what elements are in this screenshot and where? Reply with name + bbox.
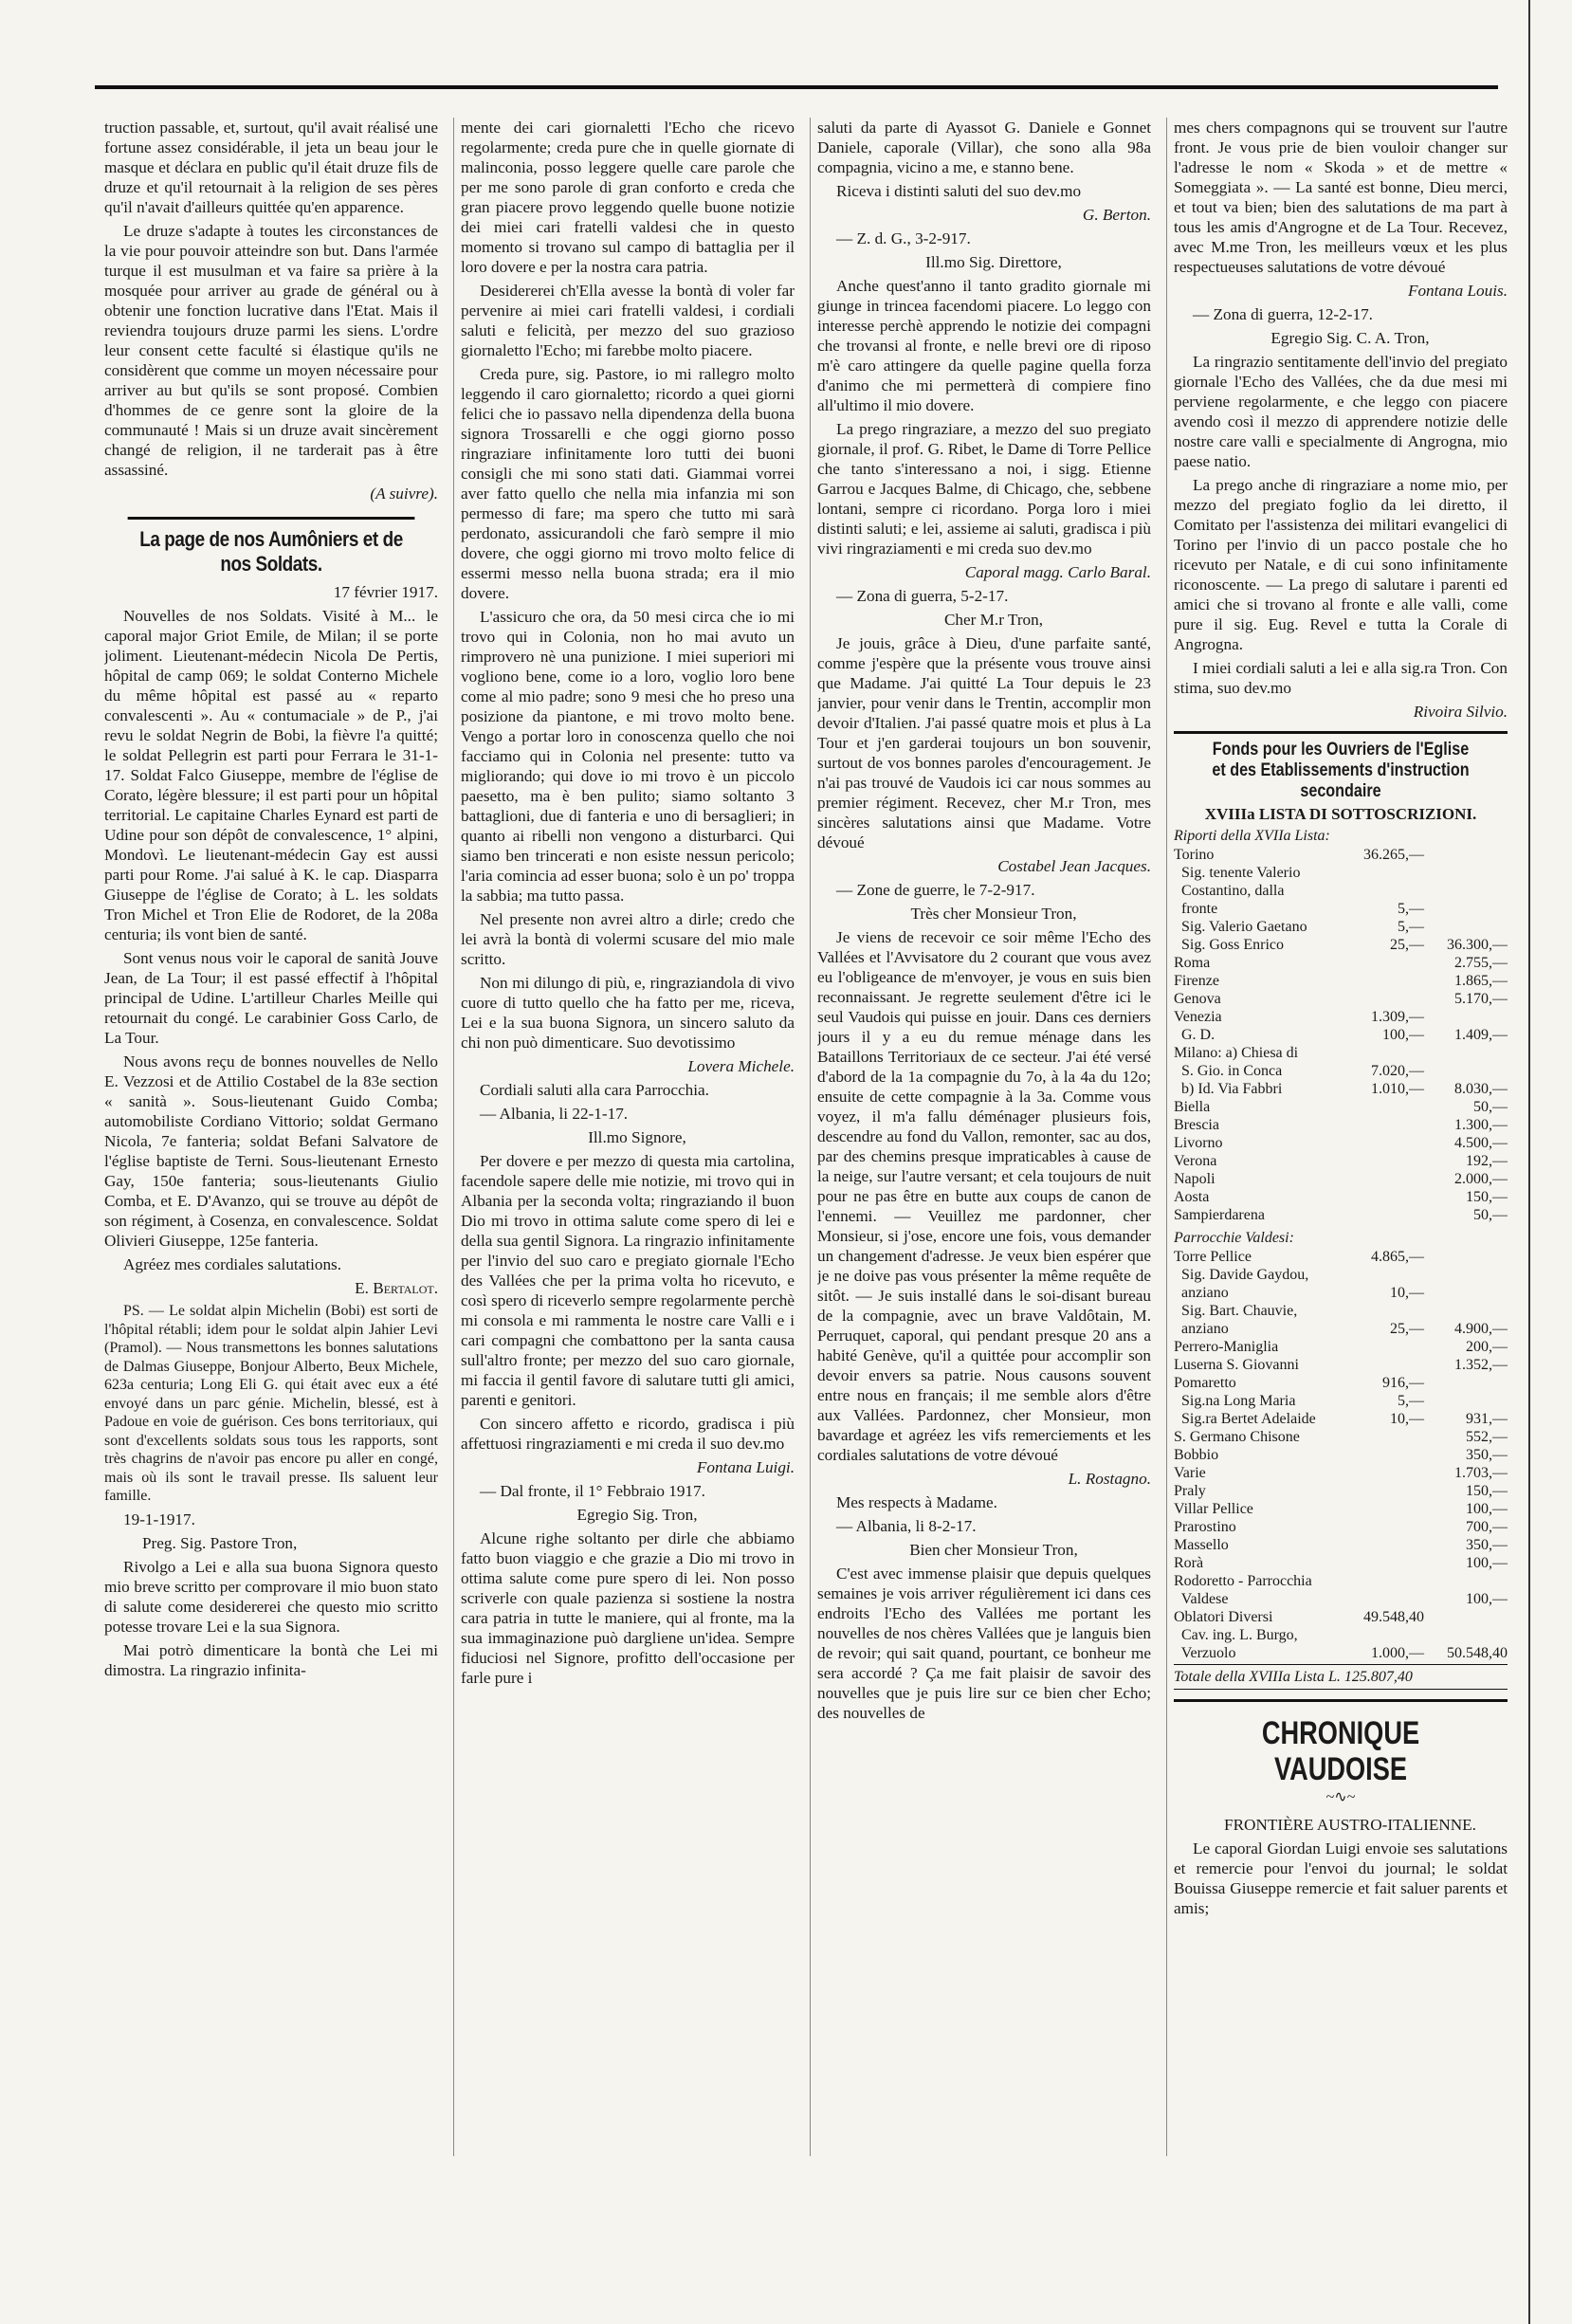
row-label: Varie [1174,1465,1206,1481]
signature: Costabel Jean Jacques. [997,857,1151,875]
list-heading: XVIIIa LISTA DI SOTTOSCRIZIONI. [1204,805,1477,823]
table-row [1174,900,1508,918]
row-amount: 100,— [1466,1591,1508,1607]
row-amount [1350,1554,1424,1572]
row-amount [1424,1608,1508,1626]
paragraph: Le druze s'adapte à toutes les circonstances de la vie pour pouvoir atteindre son but. Dans l'armée turque il est musulman et va faire sa prière à la mosquée pour arriver au grade de général ou à obtenir une fonction lucrative dans l'Etat. Mais il reviendra toujours druze parmi les siens. L'ordre leur consent cette faculté si élastique qu'ils ne considèrent que comme un moyen nécessaire pour arriver au but qu'ils se sont proposé. Combien d'hommes de ce genre sont la gloire de la communauté ! Mais si un druze avait sincèrement changé de religion, il ne tarderait pas à être assassiné. [104,222,438,479]
row-amount: 36.265,— [1363,847,1424,863]
row-label: Verzuolo [1174,1645,1236,1661]
row-label: Sig. Bart. Chauvie, [1174,1303,1298,1319]
chronique-heading: CHRONIQUE VAUDOISE [1261,1715,1420,1787]
row-amount: 50,— [1473,1099,1508,1115]
row-amount: 5.170,— [1454,991,1508,1007]
paragraph: PS. — Le soldat alpin Michelin (Bobi) est sorti de l'hôpital rétabli; idem pour le soldat alpin Jahier Levi (Pramol). — Nous transmettons les bonnes salutations de Dalmas Giuseppe, Bonjour Alberto, Beux Michele, 623a centuria; Long Eli G. qui était avec eux a été envoyé dans un parc génie. Michelin, blessé, est à Padoue en voie de guérison. Ces bons territoriaux, qui sont d'excellents soldats sous tous les rapports, sont très chagrins de n'avoir pas encore pu aller en congé, mais où ils sont le travail presse. Ils saluent leur famille. [104,1303,438,1504]
table-row [1174,990,1508,1008]
row-label: Genova [1174,991,1221,1007]
greeting: Ill.mo Sig. Direttore, [925,253,1062,271]
row-amount [1424,1626,1508,1644]
table-row [1174,1356,1508,1374]
paragraph: Je jouis, grâce à Dieu, d'une parfaite santé, comme j'espère que la présente vous trouve ainsi que Madame. J'ai quitté La Tour depuis le 23 janvier, pour venir dans le Trentin, accomplir mon devoir d'Italien. J'ai passé quatre mois et plus à La Tour et j'en garderai toujours un bon souvenir, surtout de vos bonnes paroles d'encouragement. Je n'ai pas trouvé de Vaudois ici car nous sommes au premier régiment. Recevez, cher M.r Tron, mes sincères salutations ainsi que Madame. Votre dévoué [817,634,1151,851]
fund-heading: et des Etablissements d'instruction secondaire [1212,760,1470,801]
row-amount [1350,1356,1424,1374]
row-amount: 1.703,— [1454,1465,1508,1481]
row-label: S. Germano Chisone [1174,1429,1300,1445]
table-row [1174,1464,1508,1482]
paragraph: I miei cordiali saluti a lei e alla sig.ra Tron. Con stima, suo dev.mo [1174,659,1508,697]
row-amount [1350,1266,1424,1284]
column-2 [461,118,795,2251]
row-amount: 25,— [1390,1321,1424,1337]
row-amount [1350,1482,1424,1500]
table-row [1174,1608,1508,1626]
row-amount [1350,1626,1424,1644]
paragraph: Mai potrò dimenticare la bontà che Lei mi dimostra. La ringrazio infinita- [104,1640,438,1679]
row-label: Sig. Davide Gaydou, [1174,1267,1309,1283]
row-amount: 2.000,— [1454,1171,1508,1187]
row-label: Massello [1174,1537,1229,1553]
row-amount [1350,972,1424,990]
row-label: Rodoretto - Parrocchia [1174,1573,1312,1589]
row-label: Milano: a) Chiesa di [1174,1045,1299,1061]
row-amount: 192,— [1466,1153,1508,1169]
section-rule [1174,731,1508,734]
date-line: — Dal fronte, il 1° Febbraio 1917. [480,1482,705,1500]
paragraph: Non mi dilungo di più, e, ringraziandola di vivo cuore di tutto quello che ha fatto per me, riceva, Lei e la sua buona Signora, un sincero saluto da chi non può dimenticare. Suo devotissimo [461,974,795,1052]
paragraph: Desidererei ch'Ella avesse la bontà di voler far pervenire ai miei cari fratelli valdesi, i cordiali saluti e felicità, per mezzo del suo grazioso giornaletto l'Echo; mi farebbe molto piacere. [461,282,795,359]
paragraph: Per dovere e per mezzo di questa mia cartolina, facendole sapere delle mie notizie, mi trovo qui in Albania per la seconda volta; ringraziando il buon Dio mi trovo in ottima salute come spero di lei e della sua gentil Signora. La ringrazio infinitamente per l'invio del suo caro e pregiato giornale l'Echo des Vallées che per la prima volta ho ricevuto, e così spero di riceverlo sempre regolarmente perchè mi consola e mi rammenta le nostre care Valli e i cari compagni che combattono per la santa causa sull'altro fronte; per mezzo del suo caro giornale, mi faccia il gentil favore di salutare tutti gli amici, parenti e genitori. [461,1152,795,1409]
row-amount: 150,— [1466,1483,1508,1499]
row-amount: 1.010,— [1371,1081,1424,1097]
row-amount [1350,864,1424,882]
table-row [1174,882,1508,900]
row-amount: 1.000,— [1371,1645,1424,1661]
row-label: Sampierdarena [1174,1207,1265,1223]
row-label: Sig. Valerio Gaetano [1174,919,1307,935]
table-row [1174,1302,1508,1320]
row-label: Prarostino [1174,1519,1236,1535]
column-rule [453,118,454,2156]
section-heading: La page de nos Aumôniers et de nos Soldats. [128,517,415,576]
parrocchie-label: Parrocchie Valdesi: [1174,1230,1294,1246]
date-line: — Z. d. G., 3-2-917. [836,229,971,247]
newspaper-page [95,76,1508,2257]
table-row [1174,1338,1508,1356]
signature: G. Berton. [1082,206,1151,224]
row-amount [1424,1266,1508,1284]
row-label: Oblatori Diversi [1174,1609,1273,1625]
row-label: Roma [1174,955,1211,971]
row-label: Sig.na Long Maria [1174,1393,1296,1409]
row-amount [1424,918,1508,936]
row-amount [1424,1302,1508,1320]
row-label: Livorno [1174,1135,1223,1151]
row-amount [1350,1134,1424,1152]
column-3 [817,118,1151,2251]
row-amount [1350,990,1424,1008]
greeting: Ill.mo Signore, [588,1128,686,1146]
row-amount: 916,— [1382,1375,1424,1391]
paragraph: La prego ringraziare, a mezzo del suo pregiato giornale, il prof. G. Ribet, le Dame di Torre Pellice che tanto s'interessano a noi, i sigg. Etienne Garrou e Jacques Balme, di Chicago, che, sebbene lontani, sempre ci ricordano. Porga loro i miei distinti saluti; e lei, assieme ai saluti, gradisca i più vivi ringraziamenti e mi creda suo dev.mo [817,420,1151,558]
row-amount: 49.548,40 [1363,1609,1424,1625]
row-amount [1350,1518,1424,1536]
row-label: Villar Pellice [1174,1501,1253,1517]
table-row [1174,846,1508,864]
table-row [1174,1626,1508,1644]
paragraph: L'assicuro che ora, da 50 mesi circa che io mi trovo qui in Colonia, non ho mai avuto un rimprovero nè una punizione. I miei superiori mi vogliono bene, come io a loro, voglio loro bene come al mio padre; sono 9 mesi che ho preso una posizione da piantone, e mi trovo molto bene. Vengo a portar loro in conoscenza quello che noi facciamo qui in Colonia nel presente: tutto va migliorando; qui dove io mi trovo è un piccolo paesetto, ma è ben pulito; siamo soltanto 3 battaglioni, due di fanteria e uno di bersaglieri; in quanto ai ribelli non vengono a disturbarci. Qui siamo ben trincerati e non esiste nessun pericolo; l'aria comincia ad esser buona; solo è un po' troppa la sabbia; ma tutto passa. [461,608,795,905]
paragraph: Mes respects à Madame. [836,1493,997,1511]
row-amount: 7.020,— [1371,1063,1424,1079]
row-amount [1424,846,1508,864]
row-amount [1424,1374,1508,1392]
greeting: Egregio Sig. C. A. Tron, [1270,329,1430,347]
row-amount: 50.548,40 [1447,1645,1508,1661]
row-amount: 2.755,— [1454,955,1508,971]
row-amount: 100,— [1466,1501,1508,1517]
row-amount [1424,1248,1508,1266]
signature: Fontana Luigi. [696,1458,795,1476]
signature: E. Bertalot. [355,1279,438,1297]
row-amount [1424,1008,1508,1026]
row-label: Pomaretto [1174,1375,1236,1391]
table-row [1174,1572,1508,1590]
row-label: Bobbio [1174,1447,1219,1463]
table-row [1174,1518,1508,1536]
table-row [1174,1428,1508,1446]
date-line: — Zona di guerra, 12-2-17. [1193,305,1373,323]
row-amount: 150,— [1466,1189,1508,1205]
paragraph: La ringrazio sentitamente dell'invio del pregiato giornale l'Echo des Vallées, che da due mesi mi perviene regolarmente, e che leggo con piacere avendo così il mezzo di apprendere notizie delle nostre care valli e specialmente di Angrogna, mio paese natio. [1174,353,1508,470]
date-line: — Albania, li 22-1-17. [480,1105,629,1123]
row-amount [1350,1572,1424,1590]
row-amount [1350,1464,1424,1482]
paragraph: Rivolgo a Lei e alla sua buona Signora questo mio breve scritto per comprovare il mio buon stato di salute come desidererei che questo mio scritto potesse trovare Lei e la sua Signora. [104,1557,438,1636]
signature: Lovera Michele. [687,1057,795,1075]
row-amount: 5,— [1398,901,1424,917]
table-row [1174,1062,1508,1080]
row-amount [1350,1536,1424,1554]
table-row [1174,1284,1508,1302]
row-amount: 10,— [1390,1411,1424,1427]
row-amount [1424,1284,1508,1302]
row-label: Rorà [1174,1555,1204,1571]
row-label: anziano [1174,1321,1229,1337]
paragraph: La prego anche di ringraziare a nome mio, per mezzo del pregiato foglio da lei diretto, il Comitato per l'assistenza dei militari evangelici di Torino per l'invio di un pacco postale che ho ricevuto per Natale, e di cui sono infinitamente riconoscente. — La prego di salutare i parenti ed amici che si trovano al fronte e alle valli, come pure il sig. Eug. Revel e tutta la Corale di Angrogna. [1174,476,1508,653]
greeting: Bien cher Monsieur Tron, [909,1541,1078,1559]
row-label: Napoli [1174,1171,1216,1187]
row-amount: 200,— [1466,1339,1508,1355]
paragraph: Anche quest'anno il tanto gradito giornale mi giunge in trincea facendomi piacere. Lo leggo con interesse perchè apprendo le notizie dei compagni che trovansi al fronte, e nelle brevi ore di riposo m'è caro attingere da quelle pagine quella forza d'animo che mi permetterà di compiere fino all'ultimo il mio dovere. [817,277,1151,414]
paragraph: Creda pure, sig. Pastore, io mi rallegro molto leggendo il caro giornaletto; ricordo a quei giorni felici che io passavo nella dipendenza della buona signora Trossarelli e che oggi giorno posso ringraziare infinitamente loro tutti dei buoni consigli che mi sono stati dati. Giammai vorrei aver fatto quello che nella mia infanzia mi son permesso di fare; ma spero che tutto mi sarà perdonato, assicurandoli che farò sempre il mio dovere, che oggi giorno mi trovo molto felice di essermi messo nella buona strada; era il mio dovere. [461,365,795,602]
row-amount: 100,— [1466,1555,1508,1571]
row-label: Torre Pellice [1174,1249,1252,1265]
row-amount [1350,1170,1424,1188]
column-1 [104,118,438,2251]
paragraph: mente dei cari giornaletti l'Echo che ricevo regolarmente; creda pure che in quelle giornate di malinconia, posso leggere quelle care parole che per me sono parole di gran conforto e creda che gran piacere provo leggendo quelle buone notizie dei miei cari fratelli valdesi che in questo momento si trovano sul campo di battaglia per il loro dovere e per la nostra cara patria. [461,119,795,276]
greeting: Cher M.r Tron, [943,611,1044,629]
row-label: G. D. [1174,1027,1216,1043]
paragraph: Nel presente non avrei altro a dirle; credo che lei avrà la bontà di volermi scusare del mio male scritto. [461,910,795,968]
signature: Fontana Louis. [1407,282,1508,300]
section-rule [1174,1699,1508,1702]
signature: Rivoira Silvio. [1413,703,1508,721]
row-amount [1350,1206,1424,1224]
row-label: Aosta [1174,1189,1210,1205]
table-row [1174,1170,1508,1188]
row-amount: 1.309,— [1371,1009,1424,1025]
to-be-continued: (A suivre). [370,485,438,503]
row-amount [1350,1428,1424,1446]
ornament-icon: ~∿~ [1325,1789,1356,1805]
row-amount [1424,882,1508,900]
row-label: Verona [1174,1153,1217,1169]
row-amount: 350,— [1466,1537,1508,1553]
table-row [1174,1500,1508,1518]
row-amount: 50,— [1473,1207,1508,1223]
row-amount: 100,— [1382,1027,1424,1043]
top-rule [95,85,1498,89]
table-row [1174,1644,1508,1662]
row-amount [1350,1500,1424,1518]
row-amount: 700,— [1466,1519,1508,1535]
row-label: Torino [1174,847,1215,863]
row-amount [1424,1062,1508,1080]
table-row [1174,954,1508,972]
row-amount [1350,1338,1424,1356]
list-total: Totale della XVIIIa Lista L. 125.807,40 [1174,1664,1508,1690]
row-label: Sig.ra Bertet Adelaide [1174,1411,1316,1427]
row-label: Luserna S. Giovanni [1174,1357,1299,1373]
row-amount: 350,— [1466,1447,1508,1463]
row-amount [1350,1590,1424,1608]
row-amount: 4.900,— [1454,1321,1508,1337]
table-row [1174,1206,1508,1224]
paragraph: truction passable, et, surtout, qu'il avait réalisé une fortune assez considérable, il jeta un beau jour le masque et déclara en public qu'il était druze fils de druze et qu'il retournait à la religion de ses pères qu'il n'avait d'ailleurs quittée qu'en apparence. [104,119,438,216]
row-amount: 4.865,— [1371,1249,1424,1265]
row-label: S. Gio. in Conca [1174,1063,1283,1079]
row-label: anziano [1174,1285,1229,1301]
table-row [1174,1554,1508,1572]
row-amount [1350,954,1424,972]
table-row [1174,1044,1508,1062]
row-label: Praly [1174,1483,1206,1499]
date-line: — Zone de guerre, le 7-2-917. [836,881,1035,899]
column-rule [1166,118,1167,2156]
row-label: fronte [1174,901,1218,917]
row-label: Costantino, dalla [1174,883,1285,899]
table-row [1174,1266,1508,1284]
table-row [1174,1152,1508,1170]
row-amount [1424,864,1508,882]
paragraph: Riceva i distinti saluti del suo dev.mo [836,182,1082,200]
row-label: Cav. ing. L. Burgo, [1174,1627,1298,1643]
table-row [1174,1446,1508,1464]
date-line: — Albania, li 8-2-17. [836,1517,977,1535]
row-amount: 5,— [1398,1393,1424,1409]
paragraph: Le caporal Giordan Luigi envoie ses salutations et remercie pour l'envoi du journal; le soldat Bouissa Giuseppe remercie et fait saluer parents et amis; [1174,1839,1508,1917]
table-row [1174,1536,1508,1554]
table-row [1174,1008,1508,1026]
row-amount [1350,1116,1424,1134]
row-label: Perrero-Maniglia [1174,1339,1279,1355]
table-row [1174,1098,1508,1116]
paragraph: Alcune righe soltanto per dirle che abbiamo fatto buon viaggio e che grazie a Dio mi trovo in ottima salute come pure spero di lei. Non posso scriverle con quale pazienza si sostiene la nostra cara patria in tutte le maniere, qui al fronte, ma la sua immaginazione può dargliene un'idea. Sempre fiduciosi nel Signore, profitto dell'occasione per farle pure i [461,1529,795,1687]
paragraph: Agréez mes cordiales salutations. [123,1255,342,1273]
table-row [1174,864,1508,882]
greeting: Très cher Monsieur Tron, [910,905,1077,923]
paragraph: Nous avons reçu de bonnes nouvelles de Nello E. Vezzosi et de Attilio Costabel de la 83e section « sanità ». Sous-lieutenant Guido Comba; automobiliste Cordiano Vittorio; soldat Germano Nicola, 7e fanteria; soldat Befani Salvatore de l'église baptiste de Terni. Sous-lieutenant Ernesto Gay, 150e fanteria; sous-lieutenants Giulio Comba, et E. D'Avanzo, qui se trouve au dépôt de son régiment, à Cosenza, en convalescence. Soldat Olivieri Giuseppe, 125e fanteria. [104,1052,438,1250]
row-label: Sig. Goss Enrico [1174,937,1284,953]
row-amount [1424,1392,1508,1410]
column-4 [1174,118,1508,2251]
row-amount: 36.300,— [1447,937,1508,953]
paragraph: Nouvelles de nos Soldats. Visité à M... le caporal major Griot Emile, de Milan; il se porte joliment. Lieutenant-médecin Nicola De Pertis, hôpital de camp 069; le soldat Conterno Michele du même hôpital est passé au « reparto convalescenti ». Au « contumaciale » de P., j'ai revu le soldat Negrin de Bobi, la fièvre l'a quitté; le soldat Pellegrin est parti pour Ferrara le 31-1-17. Soldat Falco Giuseppe, membre de l'église de Corato, légère blessure; il est parti pour un hôpital territorial. Le capitaine Charles Eynard est parti de Udine pour son dépôt de convalescence, 1° alpini, Mondovì. Le lieutenant-médecin Gay est aussi parti pour Rome. J'ai salué à K. le cap. Diasparra Giuseppe de l'église de Corato; à L. les soldats Tron Michel et Tron Elie de Rodoret, de la 208a centuria; ils vont bien de santé. [104,607,438,943]
row-amount: 8.030,— [1454,1081,1508,1097]
row-amount [1424,900,1508,918]
row-amount [1424,1044,1508,1062]
row-label: b) Id. Via Fabbri [1174,1081,1283,1097]
signature: L. Rostagno. [1068,1470,1151,1488]
row-amount [1350,1152,1424,1170]
table-row [1174,1026,1508,1044]
table-row [1174,972,1508,990]
subscription-table [1174,1248,1508,1662]
row-amount: 25,— [1390,937,1424,953]
row-amount: 10,— [1390,1285,1424,1301]
row-amount: 5,— [1398,919,1424,935]
table-row [1174,1320,1508,1338]
paragraph: Je viens de recevoir ce soir même l'Echo des Vallées et l'Avvisatore du 2 courant que vous avez eu l'obligeance de m'envoyer, je vous en suis bien reconnaissant. Je regrette seulement d'être ici le seul Vaudois qui puisse en jouir. Dans ces derniers jours il y a eu du remue ménage dans les Bataillons Territoriaux de ce secteur. J'ai été versé d'abord de la 1a compagnie du 7o, à la 4a du 12o; ensuite de cette compagnie à la 3a. Comme vous voyez, il m'a fallu déménager plusieurs fois, descendre au fond du Vallon, remonter, sac au dos, par des chemins presque impraticables à cause de la neige, sur l'autre versant; et cela toujours de nuit pour ne pas être en butte aux coups de canon de l'ennemi. — Veuillez me pardonner, cher Monsieur, si j'ose, encore une fois, vous demander un changement d'adresse. Je veux bien espérer que je ne doive pas vous présenter la même requête de sitôt. — Je suis installé dans le soi-disant bureau de la compagnie, avec un brave Valdôtain, M. Perruquet, caporal, qui pendant presque 20 ans a habité Genève, qu'il a quittée pour accomplir son devoir envers sa patrie. Nous causons souvent entre nous en français; il me semble alors d'être aux Vallées. Pardonnez, cher Monsieur, mon bavardage et agréez les vifs remerciements et les cordiales salutations de votre dévoué [817,928,1151,1464]
row-label: Brescia [1174,1117,1219,1133]
paragraph: saluti da parte di Ayassot G. Daniele e Gonnet Daniele, caporale (Villar), che sono alla 98a compagnia, vicino a me, e stanno bene. [817,119,1151,176]
paragraph: C'est avec immense plaisir que depuis quelques semaines je vois arriver régulièrement ici dans ces endroits l'Echo des Vallées me portant les nouvelles de nos chères Vallées que je languis bien de revoir; qui sait quand, pourtant, ce bonheur me sera accordé ? Ça me fait plaisir de savoir des nouvelles que je puis lire sur ce bien cher Echo; des nouvelles de [817,1565,1151,1722]
subscription-table [1174,846,1508,1224]
row-amount: 552,— [1466,1429,1508,1445]
table-row [1174,1590,1508,1608]
row-amount [1350,1098,1424,1116]
greeting: Egregio Sig. Tron, [576,1506,698,1524]
row-amount: 1.409,— [1454,1027,1508,1043]
table-row [1174,1482,1508,1500]
row-amount [1350,1446,1424,1464]
paragraph: mes chers compagnons qui se trouvent sur l'autre front. Je vous prie de bien vouloir changer sur l'adresse le nom « Skoda » et de mettre « Someggiata ». — La santé est bonne, Dieu merci, et tout va bien; bien des salutations de ma part à tous les amis d'Angrogne et de La Tour. Recevez, avec M.me Tron, les meilleurs vœux et les plus respectueuses salutations de votre dévoué [1174,119,1508,276]
table-row [1174,1080,1508,1098]
row-amount: 931,— [1466,1411,1508,1427]
row-amount [1350,1302,1424,1320]
paragraph: Sont venus nous voir le caporal de sanità Jouve Jean, de La Tour; il est passé effectif à l'hôpital principal de Udine. L'artilleur Charles Meille qui retournait du congé. Le carabinier Goss Carlo, de La Tour. [104,949,438,1047]
date-line: 19-1-1917. [123,1510,195,1528]
row-label: Biella [1174,1099,1211,1115]
row-label: Sig. tenente Valerio [1174,865,1301,881]
row-label: Venezia [1174,1009,1222,1025]
row-amount [1350,1044,1424,1062]
fund-heading: Fonds pour les Ouvriers de l'Eglise [1212,740,1470,759]
paragraph: Con sincero affetto e ricordo, gradisca i più affettuosi ringraziamenti e mi creda il suo dev.mo [461,1415,795,1453]
riporti-label: Riporti della XVIIa Lista: [1174,828,1330,844]
table-row [1174,1410,1508,1428]
table-row [1174,918,1508,936]
table-row [1174,936,1508,954]
row-amount: 4.500,— [1454,1135,1508,1151]
table-row [1174,1248,1508,1266]
signature: Caporal magg. Carlo Baral. [964,563,1151,581]
row-amount [1424,1572,1508,1590]
row-amount: 1.300,— [1454,1117,1508,1133]
row-label: Firenze [1174,973,1219,989]
table-row [1174,1116,1508,1134]
date-line: 17 février 1917. [333,583,438,601]
row-label: Valdese [1174,1591,1229,1607]
row-amount [1350,1188,1424,1206]
table-row [1174,1134,1508,1152]
table-row [1174,1392,1508,1410]
table-row [1174,1188,1508,1206]
page-edge [1528,0,1530,2324]
greeting: Preg. Sig. Pastore Tron, [142,1533,298,1552]
table-row [1174,1374,1508,1392]
subheading: FRONTIÈRE AUSTRO-ITALIENNE. [1224,1816,1476,1834]
row-amount [1350,882,1424,900]
row-amount: 1.352,— [1454,1357,1508,1373]
row-amount: 1.865,— [1454,973,1508,989]
column-rule [810,118,811,2156]
paragraph: Cordiali saluti alla cara Parrocchia. [480,1081,709,1099]
date-line: — Zona di guerra, 5-2-17. [836,587,1009,605]
